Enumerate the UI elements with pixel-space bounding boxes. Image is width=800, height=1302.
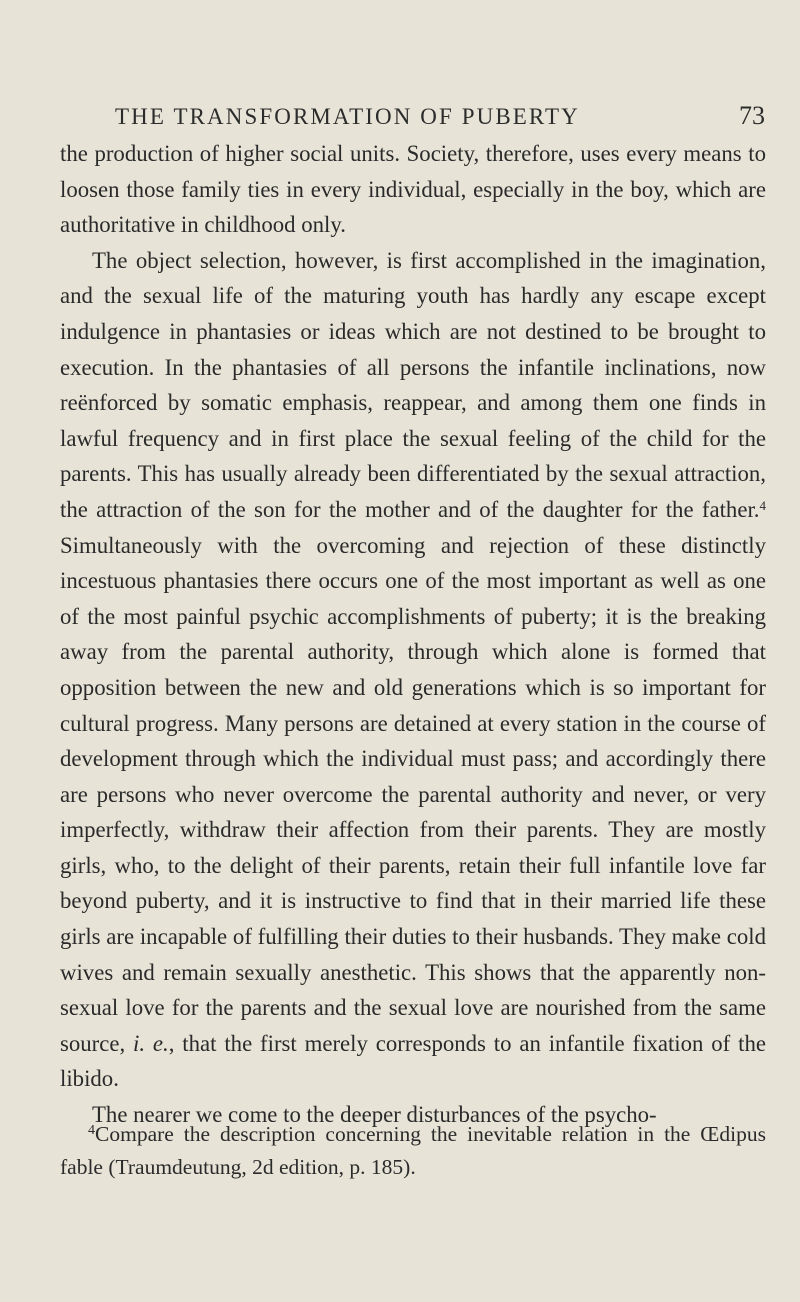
body-text xyxy=(60,136,766,1133)
running-title: THE TRANSFORMATION OF PUBERTY xyxy=(115,104,580,129)
abbreviation-ie: i. e. xyxy=(133,1030,169,1056)
paragraph-1: the production of higher social units. Society, therefore, uses every means to loosen those family ties in every individual, especially in the boy, which are authoritative in childhood only. xyxy=(60,141,766,238)
footnote-text: Compare the description concerning the inevitable relation in the Œdipus fable (Traumdeutung, 2d edition, p. 185). xyxy=(60,1122,766,1179)
paragraph-2 xyxy=(60,243,766,1097)
paragraph-3: The nearer we come to the deeper disturbances of the psycho- xyxy=(92,1102,657,1128)
page-number: 73 xyxy=(739,101,765,130)
paragraph-2-part-3: , that the first merely corresponds to an infantile fixation of the libido. xyxy=(60,1030,766,1092)
running-head xyxy=(60,101,765,138)
paragraph-2-part-1: The object selection, however, is first accomplished in the imagination, and the sexual life of the maturing youth has hardly any escape except indulgence in phantasies or ideas which are not destined to be brought to execution. In the phantasies of all persons the infantile inclinations, now reënforced by somatic emphasis, reappear, and among them one finds in lawful frequency and in first place the sexual feeling of the child for the parents. This has usually already been differentiated by the sexual attraction, the attraction of the son for the mother and of the daughter for the father. xyxy=(60,247,766,522)
footnote xyxy=(60,1118,766,1184)
footnote-reference[interactable]: 4 xyxy=(759,497,766,513)
paragraph-2-part-2: Simultaneously with the overcoming and rejection of these distinctly incestuous phantasies there occurs one of the most important as well as one of the most painful psychic accomplishments of puberty; it is the breaking away from the parental authority, through which alone is formed that opposition between the new and old generations which is so important for cultural progress. Many persons are detained at every station in the course of development through which the individual must pass; and accordingly there are persons who never overcome the parental authority and never, or very imperfectly, withdraw their affection from their parents. They are mostly girls, who, to the delight of their parents, retain their full infantile love far beyond puberty, and it is instructive to find that in their married life these girls are incapable of fulfilling their duties to their husbands. They make cold wives and remain sexually anesthetic. This shows that the apparently non-sexual love for the parents and the sexual love are nourished from the same source, xyxy=(60,532,766,1056)
footnote-mark: 4 xyxy=(88,1123,95,1138)
